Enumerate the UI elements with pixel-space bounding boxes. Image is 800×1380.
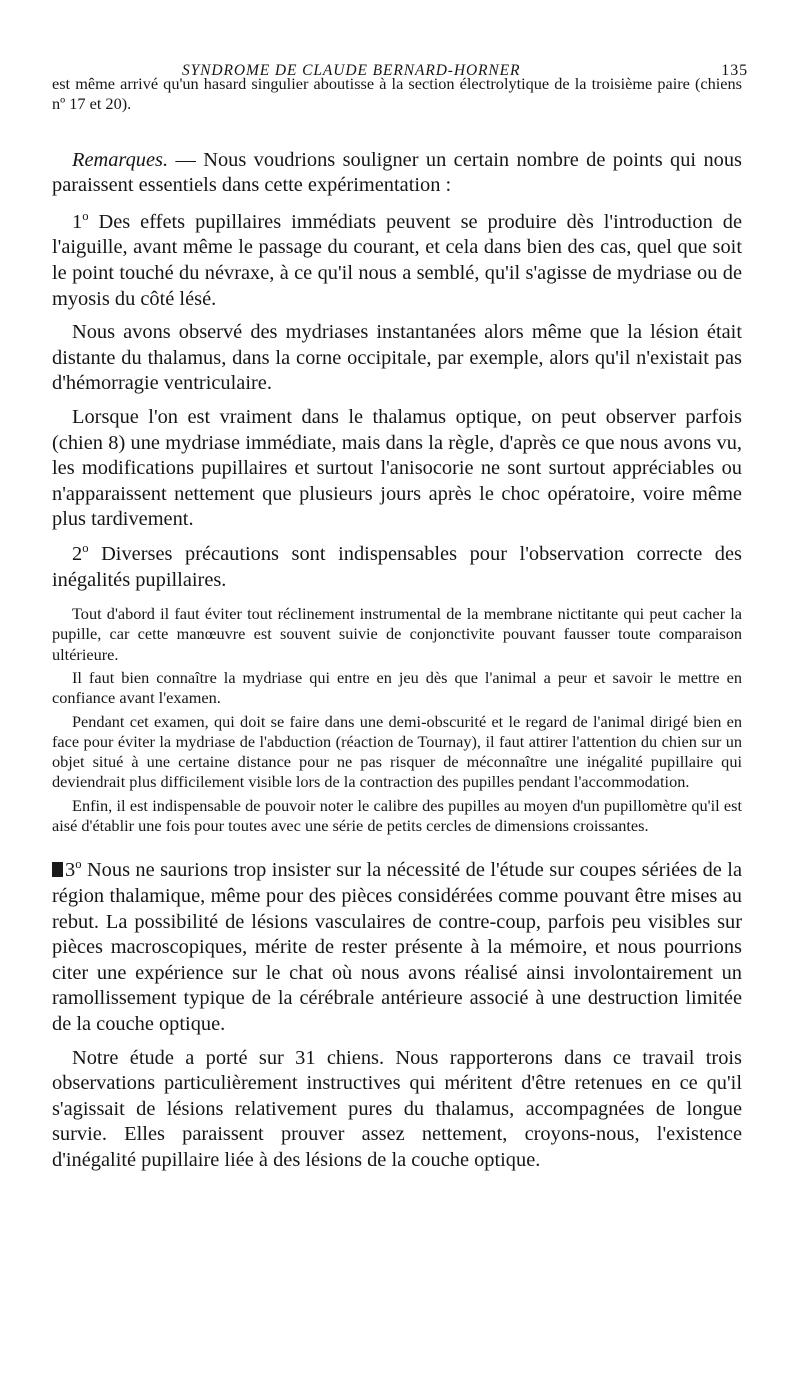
small-paragraph-confiance: Il faut bien connaître la mydriase qui entre en jeu dès que l'animal a peur et savoir le mettre en confiance avant l'examen. — [52, 667, 742, 708]
remarques-lead: Remarques. — [72, 148, 169, 171]
point-3-ordinal: o — [75, 857, 82, 872]
point-3-number: 3 — [65, 859, 76, 882]
small-paragraph-membrane: Tout d'abord il faut éviter tout réclinement instrumental de la membrane nictitante qui peut cacher la pupille, car cette manœuvre est souvent suivie de conjonctivite pouvant fausser toute comparaison ultérieure. — [52, 604, 742, 664]
point-2-ordinal: o — [82, 541, 89, 556]
intro-paragraph: est même arrivé qu'un hasard singulier aboutisse à la section électrolytique de la troisième paire (chiens nº 17 et 20). — [52, 74, 742, 114]
square-mark-icon — [52, 862, 63, 877]
page — [52, 58, 748, 1173]
point-1-paragraph — [52, 210, 742, 312]
page-number: 135 — [721, 62, 748, 79]
small-paragraph-examen: Pendant cet examen, qui doit se faire dans une demi-obscurité et le regard de l'animal dirigé bien en face pour éviter la mydriase de l'abduction (réaction de Tournay), il faut attirer l'attention du chien sur un objet situé à une certaine distance pour ne pas risquer de méconnaître une inégalité pupillaire qui deviendrait plus difficilement visible lors de la contraction des pupilles pendant l'accommodation. — [52, 711, 742, 792]
point-2-text: Diverses précautions sont indispensables pour l'observation correcte des inégalités pupillaires. — [52, 542, 742, 591]
remarques-paragraph — [52, 148, 742, 199]
point-1-ordinal: o — [82, 208, 89, 223]
point-3-paragraph — [52, 858, 742, 1037]
running-header — [52, 58, 748, 88]
point-1-text: Des effets pupillaires immédiats peuvent se produire dès l'introduction de l'aiguille, avant même le passage du courant, et cela dans bien des cas, quel que soit le point touché du névraxe, à ce qu'il nous a semblé, qu'il s'agisse de mydriase ou de myosis du côté lésé. — [52, 210, 742, 310]
point-1-number: 1 — [72, 210, 83, 233]
conclusion-paragraph: Notre étude a porté sur 31 chiens. Nous rapporterons dans ce travail trois observations particulièrement instructives qui méritent d'être retenues en ce qu'il s'agissait de lésions relativement pures du thalamus, accompagnées de longue survie. Elles paraissent prouver assez nettement, croyons-nous, l'existence d'inégalité pupillaire liée à des lésions de la couche optique. — [52, 1046, 742, 1171]
thalamus-paragraph: Lorsque l'on est vraiment dans le thalamus optique, on peut observer parfois (chien 8) une mydriase immédiate, mais dans la règle, d'après ce que nous avons vu, les modifications pupillaires et surtout l'anisocorie ne sont surtout appréciables ou n'apparaissent nettement que plusieurs jours après le choc opératoire, voire même plus tardivement. — [52, 405, 742, 531]
running-title: SYNDROME DE CLAUDE BERNARD-HORNER — [182, 62, 521, 79]
point-3-text: Nous ne saurions trop insister sur la nécessité de l'étude sur coupes sériées de la région thalamique, même pour des pièces considérées comme pouvant être mises au rebut. La possibilité de lésions vasculaires de contre-coup, parfois peu visibles sur pièces macroscopiques, mérite de rester présente à la mémoire, et nous pourrions citer une expérience sur le chat où nous avons réalisé ainsi involontairement un ramollissement typique de la cérébrale antérieure associé à une destruction limitée de la couche optique. — [52, 859, 742, 1035]
point-2-paragraph — [52, 542, 742, 593]
small-paragraph-pupillometre: Enfin, il est indispensable de pouvoir noter le calibre des pupilles au moyen d'un pupillomètre qu'il est aisé d'établir une fois pour toutes avec une série de petits cercles de dimensions croissantes. — [52, 795, 742, 836]
remarques-text: — Nous voudrions souligner un certain nombre de points qui nous paraissent essentiels dans cette expérimentation : — [52, 148, 742, 197]
point-2-number: 2 — [72, 542, 83, 565]
mydriases-paragraph: Nous avons observé des mydriases instantanées alors même que la lésion était distante du thalamus, dans la corne occipitale, par exemple, alors qu'il n'existait pas d'hémorragie ventriculaire. — [52, 321, 742, 395]
